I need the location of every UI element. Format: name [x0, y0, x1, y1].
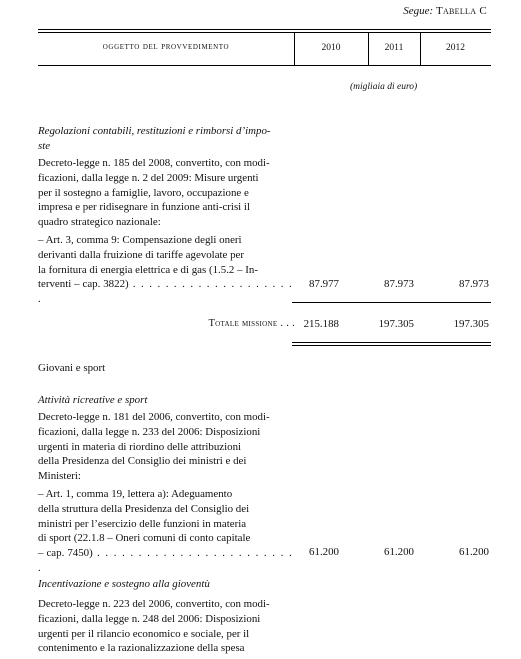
continuation-header — [403, 5, 487, 17]
decree-181-2006: Decreto-legge n. 181 del 2006, convertito, con modi- ficazioni, dalla legge n. 233 del 2006: Disposizioni urgenti in materia di riordino delle attribuzioni della Presidenza del Consiglio dei ministri e dei Ministeri: — [38, 411, 270, 483]
header-bottom-rule — [38, 65, 491, 66]
header-top-rule-2 — [38, 32, 491, 33]
subject-column-header: oggetto del provvedimento — [102, 42, 230, 52]
section-title-attivita: Attività ricreative e sport — [38, 394, 148, 406]
totale-rule-bottom-1 — [292, 342, 491, 343]
item-art1-comma19: – Art. 1, comma 19, lettera a): Adeguamento della struttura della Presidenza del Consiglio dei ministri per l’esercizio delle funzioni in materia di sport (22.1.8 – Oneri comuni di conto capitale – cap. 7450) . . . . . . . . . . . . . . . . . . . . . . . . . — [38, 488, 293, 574]
section-title-incentivazione: Incentivazione e sostegno alla gioventù — [38, 578, 210, 590]
attivita-value-2010: 61.200 — [309, 546, 339, 558]
totale-2011: 197.305 — [378, 318, 414, 330]
year-header-2012: 2012 — [446, 43, 465, 53]
attivita-value-2011: 61.200 — [384, 546, 414, 558]
totale-rule-top — [292, 302, 491, 303]
totale-2010: 215.188 — [303, 318, 339, 330]
item-art3-comma9: – Art. 3, comma 9: Compensazione degli oneri derivanti dalla fruizione di tariffe agevolate per la fornitura di energia elettrica e di gas (1.5.2 – In- terventi – cap. 3822) . . . . . . . . . . . . . . . . . . . . . — [38, 234, 293, 306]
decree-185-2008: Decreto-legge n. 185 del 2008, convertito, con modi- ficazioni, dalla legge n. 2 del 2009: Misure urgenti per il sostegno a famiglie, lavoro, occupazione e impresa e per ridisegnare in funzione anti-crisi il quadro strategico nazionale: — [38, 157, 270, 229]
value-2011: 87.973 — [384, 278, 414, 290]
year-header-2011: 2011 — [384, 43, 404, 53]
decree-223-2006: Decreto-legge n. 223 del 2006, convertito, con modi- ficazioni, dalla legge n. 248 del 2006: Disposizioni urgenti per il rilancio economico e sociale, per il contenimento e la razionalizzazione della spesa — [38, 598, 270, 655]
value-2012: 87.973 — [459, 278, 489, 290]
totale-rule-bottom-2 — [292, 345, 491, 346]
mission-title-giovani: Giovani e sport — [38, 362, 106, 374]
year-header-2010: 2010 — [321, 43, 341, 53]
header-top-rule-1 — [38, 29, 491, 30]
table-label: Tabella C — [435, 5, 487, 17]
section-title-regolazioni: Regolazioni contabili, restituzioni e rimborsi d’impo- ste — [38, 125, 271, 152]
value-2010: 87.977 — [309, 278, 339, 290]
unit-note: (migliaia di euro) — [350, 82, 418, 92]
totale-2012: 197.305 — [453, 318, 489, 330]
attivita-value-2012: 61.200 — [459, 546, 489, 558]
totale-missione-label: Totale missione . . . — [208, 318, 295, 329]
segue-label: Segue: — [403, 5, 434, 17]
